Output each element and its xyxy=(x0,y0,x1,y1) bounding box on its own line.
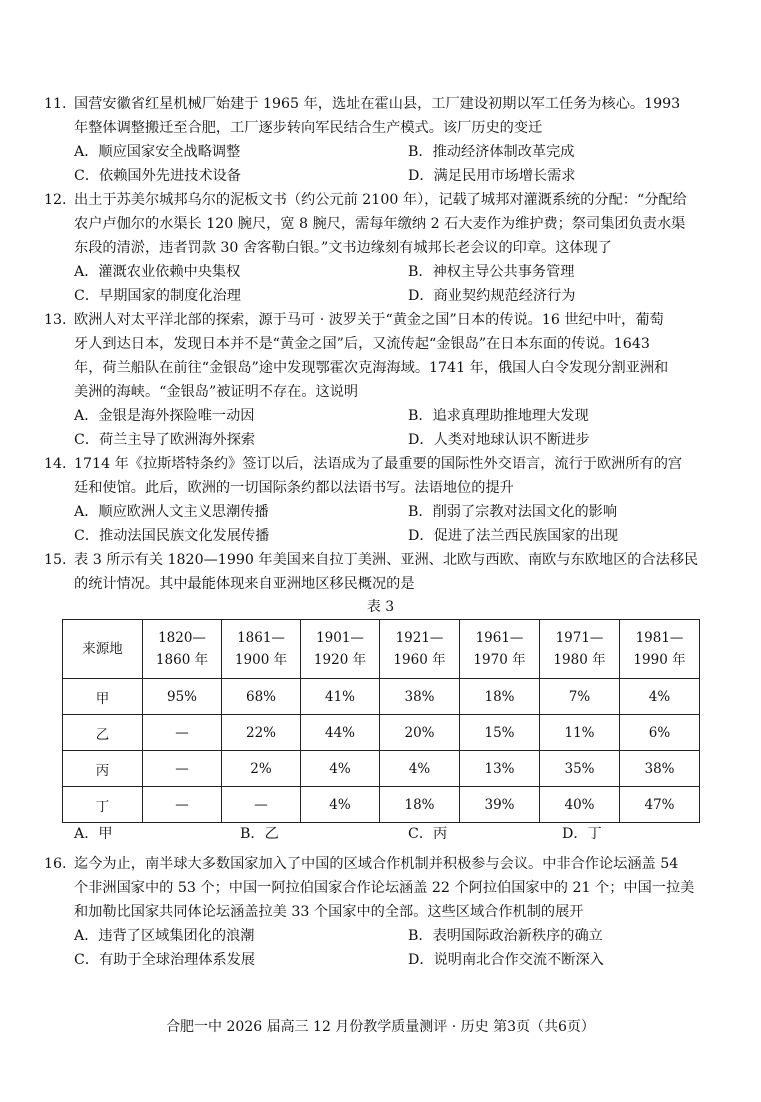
question-stem-line: 出土于苏美尔城邦乌尔的泥板文书（约公元前 2100 年），记载了城邦对灌溉系统的分配：“分配给 xyxy=(74,192,687,208)
option-d[interactable]: D．人类对地球认识不断进步 xyxy=(408,432,590,448)
period-start: 1971— xyxy=(555,630,604,646)
option-c[interactable]: C．依赖国外先进技术设备 xyxy=(74,168,241,184)
table-cell: — xyxy=(143,751,222,787)
question-number: 16. xyxy=(44,856,67,872)
table-cell: 18% xyxy=(460,679,540,715)
period-header xyxy=(222,620,301,679)
table-cell: 4% xyxy=(301,751,380,787)
question-11 xyxy=(44,92,720,188)
question-stem-line: 表 3 所示有关 1820—1990 年美国来自拉丁美洲、亚洲、北欧与西欧、南欧与东欧地区的合法移民 xyxy=(74,552,699,568)
table-cell: 40% xyxy=(540,787,620,823)
question-stem-line: 迄今为止，南半球大多数国家加入了中国的区域合作机制并积极参与会议。中非合作论坛涵盖 54 xyxy=(74,856,679,872)
table-cell: 20% xyxy=(380,715,460,751)
question-14 xyxy=(44,452,720,548)
table-cell: 2% xyxy=(222,751,301,787)
question-16 xyxy=(44,852,720,972)
table-caption: 表 3 xyxy=(366,599,395,615)
table-row xyxy=(63,679,700,715)
table-cell: — xyxy=(143,787,222,823)
option-a[interactable]: A．违背了区域集团化的浪潮 xyxy=(74,928,255,944)
question-12 xyxy=(44,188,720,308)
question-stem-line: 欧洲人对太平洋北部的探索，源于马可 · 波罗关于“黄金之国”日本的传说。16 世纪中叶，葡萄 xyxy=(74,312,664,328)
table-row xyxy=(63,751,700,787)
period-start: 1820— xyxy=(158,630,206,646)
option-d[interactable]: D．说明南北合作交流不断深入 xyxy=(408,952,604,968)
period-header xyxy=(143,620,222,679)
period-start: 1961— xyxy=(475,630,524,646)
period-header xyxy=(380,620,460,679)
table-cell: 15% xyxy=(460,715,540,751)
period-end: 1970 年 xyxy=(473,652,526,668)
period-header xyxy=(620,620,700,679)
question-number: 12. xyxy=(44,192,67,208)
question-stem-line: 年，荷兰船队在前往“金银岛”途中发现鄂霍次克海海域。1741 年，俄国人白令发现分割亚洲和 xyxy=(74,360,669,376)
table-header-row xyxy=(63,620,700,679)
row-label: 丁 xyxy=(63,787,143,823)
option-c[interactable]: C．有助于全球治理体系发展 xyxy=(74,952,256,968)
period-header xyxy=(301,620,380,679)
option-c[interactable]: C．荷兰主导了欧洲海外探索 xyxy=(74,432,256,448)
period-end: 1900 年 xyxy=(234,652,288,668)
question-number: 15. xyxy=(44,552,67,568)
period-end: 1990 年 xyxy=(633,652,686,668)
table-cell: 35% xyxy=(540,751,620,787)
question-number: 14. xyxy=(44,456,67,472)
row-label: 乙 xyxy=(63,715,143,751)
table-cell: 41% xyxy=(301,679,380,715)
period-start: 1861— xyxy=(237,630,285,646)
question-stem-line: 廷和使馆。此后，欧洲的一切国际条约都以法语书写。法语地位的提升 xyxy=(74,480,514,496)
table-cell: 22% xyxy=(222,715,301,751)
table-cell: 38% xyxy=(380,679,460,715)
option-a[interactable]: A．金银是海外探险唯一动因 xyxy=(74,408,255,424)
page-footer: 合肥一中 2026 届高三 12 月份教学质量测评 · 历史 第3页（共6页） xyxy=(166,1019,595,1035)
option-b[interactable]: B．推动经济体制改革完成 xyxy=(408,144,575,160)
table-cell: 44% xyxy=(301,715,380,751)
question-13 xyxy=(44,308,720,452)
table-cell: 68% xyxy=(222,679,301,715)
period-end: 1960 年 xyxy=(393,652,446,668)
option-a[interactable]: A．顺应欧洲人文主义思潮传播 xyxy=(74,504,269,520)
table-corner-header: 来源地 xyxy=(63,620,143,679)
period-header xyxy=(460,620,540,679)
question-stem-line: 年整体调整搬迁至合肥，工厂逐步转向军民结合生产模式。该厂历史的变迁 xyxy=(74,120,543,136)
table-cell: 6% xyxy=(620,715,700,751)
table-cell: 13% xyxy=(460,751,540,787)
table-row xyxy=(63,715,700,751)
option-d[interactable]: D．满足民用市场增长需求 xyxy=(408,168,576,184)
table-cell: 4% xyxy=(301,787,380,823)
question-stem-line: 1714 年《拉斯塔特条约》签订以后，法语成为了最重要的国际性外交语言，流行于欧洲所有的宫 xyxy=(74,456,683,472)
question-15 xyxy=(44,548,720,596)
period-header xyxy=(540,620,620,679)
period-start: 1901— xyxy=(316,630,364,646)
question-stem-line: 美洲的海峡。“金银岛”被证明不存在。这说明 xyxy=(74,384,359,400)
table-row xyxy=(63,787,700,823)
table-cell: 47% xyxy=(620,787,700,823)
option-d[interactable]: D．丁 xyxy=(562,826,602,842)
question-stem-line: 和加勒比国家共同体论坛涵盖拉美 33 个国家中的全部。这些区域合作机制的展开 xyxy=(74,904,584,920)
question-15-options xyxy=(44,822,720,846)
table-cell: 95% xyxy=(143,679,222,715)
table-cell: 18% xyxy=(380,787,460,823)
option-b[interactable]: B．乙 xyxy=(240,826,279,842)
option-d[interactable]: D．促进了法兰西民族国家的出现 xyxy=(408,528,619,544)
table-cell: 4% xyxy=(620,679,700,715)
option-b[interactable]: B．神权主导公共事务管理 xyxy=(408,264,575,280)
table-cell: 7% xyxy=(540,679,620,715)
option-a[interactable]: A．甲 xyxy=(74,826,113,842)
table-cell: — xyxy=(143,715,222,751)
question-stem-line: 农户卢伽尔的水渠长 120 腕尺，宽 8 腕尺，需每年缴纳 2 石大麦作为维护费；祭司集团负责水渠 xyxy=(74,216,686,232)
row-label: 甲 xyxy=(63,679,143,715)
question-stem-line: 牙人到达日本，发现日本并不是“黄金之国”后，又流传起“金银岛”在日本东面的传说。1643 xyxy=(74,336,650,352)
option-b[interactable]: B．表明国际政治新秩序的确立 xyxy=(408,928,603,944)
option-c[interactable]: C．早期国家的制度化治理 xyxy=(74,288,241,304)
question-stem-line: 个非洲国家中的 53 个；中国一阿拉伯国家合作论坛涵盖 22 个阿拉伯国家中的 21 个；中国一拉美 xyxy=(74,880,695,896)
period-start: 1921— xyxy=(395,630,444,646)
question-number: 13. xyxy=(44,312,67,328)
question-number: 11. xyxy=(44,96,67,112)
option-d[interactable]: D．商业契约规范经济行为 xyxy=(408,288,576,304)
period-end: 1860 年 xyxy=(155,652,209,668)
table-cell: 39% xyxy=(460,787,540,823)
option-a[interactable]: A．灌溉农业依赖中央集权 xyxy=(74,264,241,280)
option-c[interactable]: C．推动法国民族文化发展传播 xyxy=(74,528,270,544)
immigration-table xyxy=(62,619,700,823)
row-label: 丙 xyxy=(63,751,143,787)
period-start: 1981— xyxy=(635,630,684,646)
question-stem-line: 国营安徽省红星机械厂始建于 1965 年，选址在霍山县，工厂建设初期以军工任务为核心。1993 xyxy=(74,96,681,112)
table-cell: 11% xyxy=(540,715,620,751)
period-end: 1920 年 xyxy=(313,652,367,668)
table-cell: 38% xyxy=(620,751,700,787)
period-end: 1980 年 xyxy=(553,652,606,668)
option-b[interactable]: B．追求真理助推地理大发现 xyxy=(408,408,589,424)
question-stem-line: 的统计情况。其中最能体现来自亚洲地区移民概况的是 xyxy=(74,576,415,592)
table-cell: 4% xyxy=(380,751,460,787)
option-c[interactable]: C．丙 xyxy=(408,826,448,842)
option-b[interactable]: B．削弱了宗教对法国文化的影响 xyxy=(408,504,618,520)
table-cell: — xyxy=(222,787,301,823)
option-a[interactable]: A．顺应国家安全战略调整 xyxy=(74,144,241,160)
question-stem-line: 东段的清淤，违者罚款 30 舍客勒白银。”文书边缘刻有城邦长老会议的印章。这体现了 xyxy=(74,240,612,256)
